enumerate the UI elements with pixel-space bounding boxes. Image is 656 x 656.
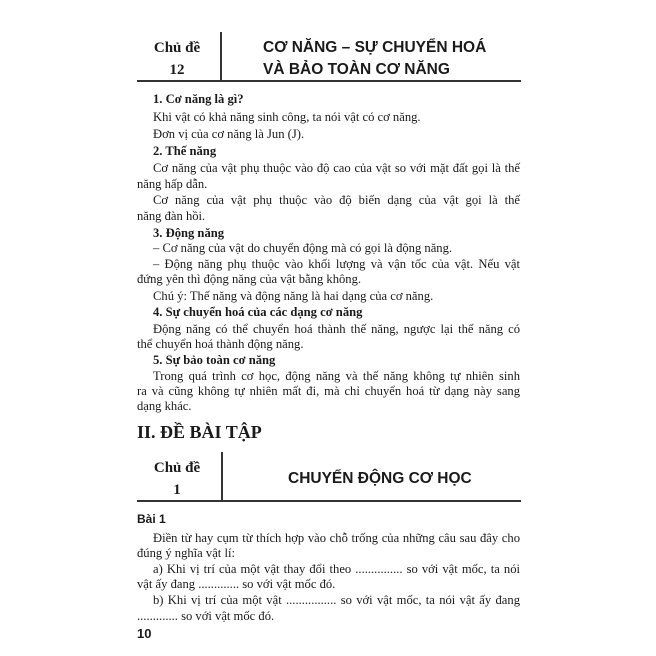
paragraph: Khi vật có khả năng sinh công, ta nói vật có cơ năng. [153, 110, 421, 124]
topic-title-line1: CƠ NĂNG – SỰ CHUYỂN HOÁ [263, 39, 487, 56]
paragraph: Trong quá trình cơ học, động năng và thế năng không tự nhiên sinh [153, 369, 520, 383]
exercise-heading: Bài 1 [137, 512, 166, 526]
paragraph: dạng khác. [137, 399, 192, 413]
paragraph: Điền từ hay cụm từ thích hợp vào chỗ trống của những câu sau đây cho [153, 531, 520, 545]
paragraph: ra và cũng không tự nhiên mất đi, mà chỉ chuyển hoá từ dạng này sang [137, 384, 520, 398]
topic-title: CHUYỂN ĐỘNG CƠ HỌC [288, 470, 472, 487]
paragraph: đúng ý nghĩa vật lí: [137, 546, 235, 560]
header-rule [137, 500, 521, 502]
paragraph: năng hấp dẫn. [137, 177, 208, 191]
divider [221, 452, 223, 500]
topic-title-line2: VÀ BẢO TOÀN CƠ NĂNG [263, 61, 450, 78]
paragraph: Cơ năng của vật phụ thuộc vào độ biến dạng của vật gọi là thế [153, 193, 520, 207]
section-heading: 1. Cơ năng là gì? [153, 92, 244, 106]
page-number: 10 [137, 626, 152, 641]
note: Chú ý: Thế năng và động năng là hai dạng của cơ năng. [153, 289, 434, 303]
topic-number: 12 [169, 62, 185, 78]
question-a: a) Khi vị trí của một vật thay đổi theo ............... so với vật mốc, ta nói [153, 562, 520, 576]
paragraph: Đơn vị của cơ năng là Jun (J). [153, 127, 305, 141]
paragraph: thể chuyển hoá thành động năng. [137, 337, 304, 351]
section-heading: 2. Thế năng [153, 144, 217, 158]
topic-label: Chủ đề [153, 460, 201, 476]
paragraph: – Cơ năng của vật do chuyển động mà có gọi là động năng. [153, 241, 453, 255]
topic-number: 1 [173, 482, 181, 498]
topic-label: Chủ đề [153, 40, 201, 56]
section-heading: 4. Sự chuyển hoá của các dạng cơ năng [153, 305, 363, 319]
header-rule [137, 80, 521, 82]
divider [220, 32, 222, 81]
section-heading: 3. Động năng [153, 226, 225, 240]
paragraph: Động năng có thể chuyển hoá thành thế năng, ngược lại thế năng có [153, 322, 520, 336]
question-a: vật ấy đang ............. so với vật mốc đó. [137, 577, 336, 591]
question-b: ............. so với vật mốc đó. [137, 609, 275, 623]
paragraph: năng đàn hồi. [137, 209, 206, 223]
question-b: b) Khi vị trí của một vật ................ so với vật mốc, ta nói vật ấy đang [153, 593, 520, 607]
section-heading: 5. Sự bảo toàn cơ năng [153, 353, 276, 367]
paragraph: đứng yên thì động năng của vật bằng không. [137, 272, 362, 286]
paragraph: Cơ năng của vật phụ thuộc vào độ cao của vật so với mặt đất gọi là thế [153, 161, 520, 175]
part-heading: II. ĐỀ BÀI TẬP [137, 422, 262, 442]
paragraph: – Động năng phụ thuộc vào khối lượng và vận tốc của vật. Nếu vật [153, 257, 520, 271]
